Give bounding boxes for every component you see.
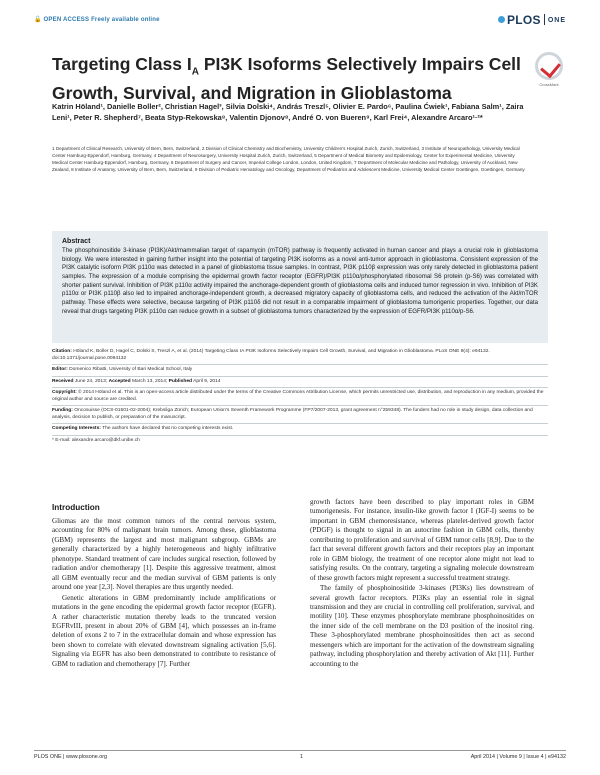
abstract-heading: Abstract — [62, 238, 91, 245]
page-footer — [34, 750, 566, 760]
crossmark-badge[interactable]: CrossMark — [532, 52, 566, 92]
journal-logo: PLOS ONE — [498, 13, 566, 27]
open-access-icon: 🔓 — [34, 17, 42, 23]
article-metadata — [52, 347, 548, 446]
competing-interests: Competing Interests: The authors have declared that no competing interests exist. — [52, 424, 548, 436]
editor: Editor: Domenico Ribatti, University of Bari Medical School, Italy — [52, 365, 548, 377]
abstract-box — [52, 231, 548, 343]
dates: Received June 24, 2013; Accepted March 13, 2014; Published April 9, 2014 — [52, 377, 548, 389]
footer-journal: PLOS ONE | www.plosone.org — [34, 754, 108, 760]
body-column-left — [52, 517, 276, 670]
introduction-heading: Introduction — [52, 503, 100, 512]
body-column-right — [310, 498, 534, 670]
journal-header — [34, 14, 566, 28]
paragraph: The family of phosphoinositide 3-kinases (PI3Ks) lies downstream of several growth factor receptors. PI3Ks play an essential role in signal transmission and they are crucial in controlling cell proliferation, survival, and motility [10]. These enzymes phosphorylate membrane phosphoinositides on the inner side of the cell membrane on the D3 position of the inositol ring. These 3-phosphorylated membrane phosphoinositides then act as second messengers which are important for the activation of the downstream signaling pathway, including phosphorylation and thereby activation of Akt [11]. Further accounting to the — [310, 584, 534, 668]
footer-issue: April 2014 | Volume 9 | Issue 4 | e94132 — [470, 754, 566, 760]
copyright: Copyright: © 2014 Höland et al. This is an open-access article distributed under the terms of the Creative Commons Attribution License, which permits unrestricted use, distribution, and reproduction in any medium, provided the original author and source are credited. — [52, 388, 548, 406]
author-list: Katrin Höland¹, Danielle Boller², Christian Hagel³, Silvia Dolski⁴, András Treszl⁵, Olivier E. Pardo⁶, Paulina Ćwiek¹, Fabiana Salm¹, Zaira Leni¹, Peter R. Shepherd⁷, Beata Styp-Rekowska⁸, Valentin Djonov⁸, André O. von Bueren⁹, Karl Frei⁴, Alexandre Arcaro¹·²* — [52, 102, 524, 122]
paragraph: growth factors have been described to play important roles in GBM tumorigenesis. For instance, insulin-like growth factor I (IGF-I) seems to be important in GBM chemoresistance, whereas platelet-derived growth factor (PDGF) is thought to signal in an autocrine fashion in GBM cells, thereby contributing to proliferation and survival of GBM tumor cells [8,9]. Due to the fact that several different growth factors and their receptors play an important role in GBM biology, the treatment of one receptor alone might not lead to satisfying results. On the contrary, targeting a signaling molecule downstream of these growth factors might represent a successful treatment strategy. — [310, 498, 534, 582]
page-number: 1 — [300, 754, 303, 760]
affiliations: 1 Department of Clinical Research, University of Bern, Bern, Switzerland, 2 Division of Clinical Chemistry and Biochemistry, University Children's Hospital Zurich, Zurich, Switzerland, 3 Institute of Neuropathology, University Medical Center Hamburg-Eppendorf, Hamburg, Germany, 4 Department of Neurosurgery, University Hospital Zurich, Zurich, Switzerland, 5 Department of Medical Biometry and Epidemiology, Center for Experimental Medicine, University Medical Center Hamburg-Eppendorf, Hamburg, Germany, 6 Department of Surgery and Cancer, Imperial College London, London, United Kingdom, 7 Department of Molecular Medicine and Pathology, University of Auckland, New Zealand, 8 Institute of Anatomy, University of Bern, Bern, Switzerland, 9 Division of Pediatric Hematology and Oncology, Department of Pediatrics and Adolescent Medicine, University Medical Center Goettingen, Goettingen, Germany — [52, 146, 525, 172]
citation: Citation: Höland K, Boller D, Hagel C, Dolski S, Treszl A, et al. (2014) Targeting Class IA PI3K Isoforms Selectively Impairs Cell Growth, Survival, and Migration in Glioblastoma. PLoS ONE 9(4): e94132. doi:10.1371/journal.pone.0094132 — [52, 347, 548, 365]
paragraph: Gliomas are the most common tumors of the central nervous system, accounting for 80% of malignant brain tumors. Among these, glioblastoma (GBM) represents the largest and most malignant subgroup. GBMs are generally characterized by a highly heterogeneous and highly infiltrative phenotype. Standard treatment of care includes surgical resection, followed by radiation and/or chemotherapy [1]. Despite this aggressive treatment, almost all GBM eventually recur and the median survival of GBM patients is only around one year [2,3]. Novel therapies are thus urgently needed. — [52, 517, 276, 592]
article-title: Targeting Class $I_A$ PI3K Isoforms Selectively Impairs Cell Growth, Survival, and Migration in Glioblastoma — [52, 54, 521, 103]
abstract-text: The phosphoinositide 3-kinase (PI3K)/Akt/mammalian target of rapamycin (mTOR) pathway is frequently activated in human cancer and plays a crucial role in glioblastoma biology. We were interested in gaining further insight into the potential of targeting PI3K isoforms as a novel anti-tumor approach in glioblastoma. Consistent expression of the PI3K catalytic isoform PI3K p110α was detected in a panel of glioblastoma tissue samples. In contrast, PI3K p110β expression was only rarely detected in glioblastoma patient samples. The expression of a module comprising the epidermal growth factor receptor (EGFR)/PI3K p110α/phosphorylated ribosomal S6 protein (p-S6) was correlated with shorter patient survival. Inhibition of PI3K p110α activity impaired the anchorage-dependent growth of glioblastoma cells and induced tumor regression in vivo. Inhibition of PI3K p110α or PI3K p110β also led to impaired anchorage-independent growth, a decreased migratory capacity of glioblastoma cells, and reduced the activation of the Akt/mTOR pathway. These effects were selective, because targeting of PI3K p110δ did not result in a comparable impairment of glioblastoma tumorigenic properties. Together, our data reveal that drugs targeting PI3K p110α can reduce growth in a subset of glioblastoma tumors characterized by the expression of EGFR/PI3K p110α/p-S6. — [62, 247, 538, 315]
funding: Funding: Oncosuisse (OCS-01501-02-2004); Krebsliga Zürich; European Union's Seventh Framework Programme (FP7/2007-2013, grant agreement n°259348). The funders had no role in study design, data collection and analysis, decision to publish, or preparation of the manuscript. — [52, 406, 548, 424]
crossmark-icon — [535, 52, 563, 80]
paragraph: Genetic alterations in GBM predominantly include amplifications or mutations in the gene encoding the epidermal growth factor receptor (EGFR). A rather characteristic mutation thereby leads to the truncated version EGFRvIII, present in about 20% of GBM [4], which possesses an in-frame deletion of exons 2 to 7 in the extracellular domain and whose expression has been shown to correlate with elevated downstream signaling activation [5,6]. Signaling via EGFR has also been demonstrated to contribute to resistance of GBM to radiation and chemotherapy [7]. Further — [52, 593, 276, 668]
plos-logo-icon — [498, 16, 505, 23]
open-access-label: 🔓 OPEN ACCESS Freely available online — [34, 17, 160, 23]
corresponding-email[interactable]: * E-mail: alexandre.arcaro@dkf.unibe.ch — [52, 437, 140, 443]
